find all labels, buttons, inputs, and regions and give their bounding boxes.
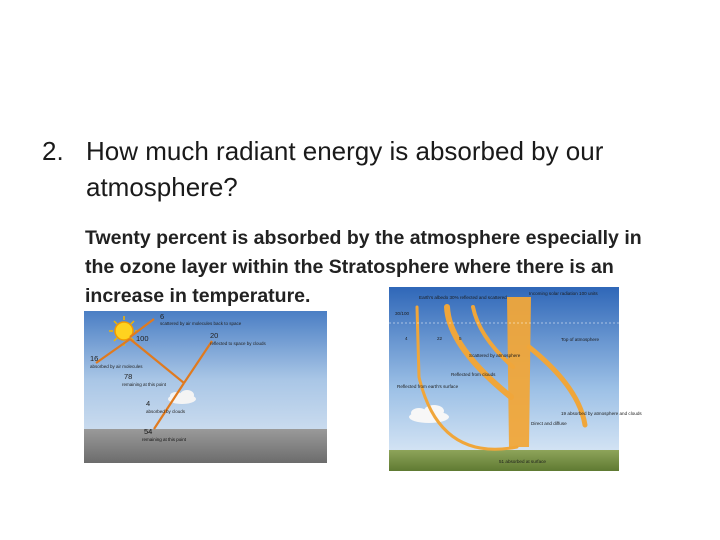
question-number: 2.: [42, 136, 64, 166]
label-incoming: Incoming solar radiation 100 units: [529, 291, 598, 296]
label-reflected-surface: Reflected from earth's surface: [397, 384, 459, 389]
label-scattered-atmosphere: Scattered by atmosphere: [469, 353, 521, 358]
absorption-diagram: [84, 311, 327, 463]
label-4: 4: [146, 399, 151, 408]
label-20: 20: [210, 331, 219, 340]
label-remaining: remaining at this point: [122, 382, 167, 387]
label-top-atmosphere: Top of atmosphere: [561, 337, 600, 342]
answer-text: Twenty percent is absorbed by the atmosphere especially in the ozone layer within the Stratosphere where there is an increase in temperature.: [85, 227, 642, 307]
label-6: 6: [160, 312, 165, 321]
ground: [84, 429, 327, 463]
label-54: 54: [144, 427, 153, 436]
label-albedo: Earth's albedo 30% reflected and scattered: [419, 295, 507, 300]
label-22: 22: [437, 336, 443, 341]
label-5: 5: [459, 336, 462, 341]
label-absorbed-air: absorbed by air molecules: [90, 364, 143, 369]
label-reflected-clouds: Reflected from clouds: [451, 372, 496, 377]
label-remaining-ground: remaining at this point: [142, 437, 187, 442]
label-78: 78: [124, 372, 133, 381]
label-reflected-clouds: reflected to space by clouds: [210, 341, 266, 346]
main-beam: [507, 297, 531, 447]
radiation-budget-diagram: [389, 287, 642, 471]
label-100: 100: [136, 334, 149, 343]
label-4: 4: [405, 336, 408, 341]
label-16: 16: [90, 354, 99, 363]
label-absorbed-surface: 51 absorbed at surface: [499, 459, 546, 464]
label-scattered: scattered by air molecules back to space: [160, 321, 242, 326]
label-absorbed-clouds: absorbed by clouds: [146, 409, 186, 414]
label-absorbed-atm: 19 absorbed by atmosphere and clouds: [561, 411, 642, 416]
label-direct-diffuse: Direct and diffuse: [531, 421, 567, 426]
label-ratio: 30/100: [395, 311, 410, 316]
question-text: How much radiant energy is absorbed by our atmosphere?: [86, 136, 604, 202]
sky-background: [389, 287, 619, 471]
